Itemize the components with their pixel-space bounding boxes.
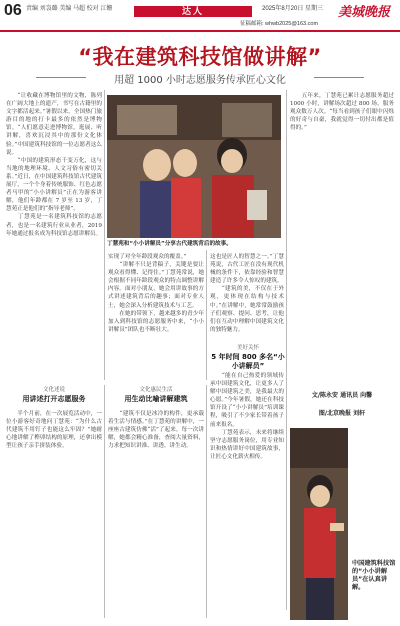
header-rule bbox=[0, 30, 400, 32]
section-2-kicker: 文化惠民生活 bbox=[139, 387, 173, 393]
byline-photographer: 图/北京晚报 刘轩 bbox=[318, 410, 366, 417]
editor-email: 征稿邮箱: whwb2025@163.com bbox=[240, 21, 319, 27]
photo-guide-with-children bbox=[107, 95, 281, 238]
section-2-title: 用生动比喻讲解建筑 bbox=[124, 395, 188, 403]
staff-credits: 责编 刘袅璐 美编 马超 校对 江姗 bbox=[26, 6, 113, 12]
section-3-kicker: 美好关怀 bbox=[236, 345, 259, 351]
column-6: 半个月前，在一次展览活动中，一位小游客好奇地问丁慧苑：“为什么古代建筑不用钉子也能这么牢固？”她耐心地讲解了榫卯结构的原理，还拿出模型让孩子亲手拼装体验。 bbox=[6, 411, 102, 450]
column-rule-1 bbox=[104, 90, 105, 380]
column-4: 五年来，丁慧苑已累计志愿服务超过 1000 小时，讲解场次超过 800 场，服务观众数万人次。“每当看到孩子们眼中闪烁的好奇与自豪，我就觉得一切付出都是值得的。” bbox=[290, 93, 396, 132]
masthead-logo: 美城晚报 bbox=[338, 5, 391, 20]
photo-illustration-2 bbox=[290, 428, 348, 620]
article-headline: “我在建筑科技馆做讲解” bbox=[78, 45, 322, 69]
section-3-title: 5 年时间 800 多名“小小讲解员” bbox=[211, 353, 285, 370]
page-number: 06 bbox=[4, 2, 22, 19]
column-2: 实现了对全年龄段观众的覆盖。” “讲解不只是背稿子，关键是要让观众看得懂、记得住。”丁慧苑常说，她会根据不同年龄段观众的特点调整讲解内容。面对小朋友，她会用讲故事的方式讲述建筑背后的趣事；面对专业人士，她会深入分析建筑技术与工艺。 在她的带领下，越来越多的青少年加入到科技馆的志愿服务中来，“小小讲解员”团队也不断壮大。 bbox=[108, 254, 204, 333]
byline-author: 文/陈永安 通讯员 向馨 bbox=[311, 392, 373, 399]
column-5: “能在自己热爱的领域传承中国建筑文化，让更多人了解中国建筑之美，是我最大的心愿。”今年暑假，她还在科技馆开设了“小小讲解员”培训课程，吸引了不少家长带着孩子前来报名。 丁慧苑表示，未来将继续坚守志愿服务岗位，用专业知识和热情讲好中国建筑故事，让匠心文化薪火相传。 bbox=[210, 373, 284, 460]
page-header bbox=[0, 0, 400, 31]
column-rule-3 bbox=[286, 90, 287, 610]
column-rule-4 bbox=[104, 385, 105, 618]
column-rule-5 bbox=[206, 385, 207, 618]
photo-illustration bbox=[107, 95, 281, 238]
top-photo-caption: 丁慧苑和“小小讲解员”分享古代建筑背后的故事。 bbox=[107, 241, 232, 247]
column-rule-2 bbox=[206, 250, 207, 380]
section-banner bbox=[134, 6, 252, 17]
column-1: “让收藏在博物馆里的文物，陈列在广阔大地上的遗产，书写在古籍里的文字都活起来。”暑假以来，全国热门旅游目的地的打卡最多的依然是博物馆。“人们愿意走进博物馆，逛展、听讲解，喜欢沉浸其中的那份文化体验。”中国建筑科技馆的一位志愿者这么说。 “中国的建筑形态千变万化，这与当地的地理环境、人文习俗有密切关系。”近日，在中国建筑科技馆古代建筑展厅，一个个身着传统服饰、红色志愿者马甲的“小小讲解员”正在为游客讲解，他们年龄都在 7 岁至 13 岁，丁慧苑正是他们的“指导老师”。 丁慧苑是一名建筑科技馆的志愿者，也是一名建筑行业从业者，2019 年她通过报名成为科技馆志愿讲解员。 bbox=[6, 93, 102, 237]
bottom-photo-caption: 中国建筑科技馆的“小小讲解员”在认真讲解。 bbox=[352, 560, 396, 591]
column-3: 这也是匠人的智慧之一。”丁慧苑说，古代工匠在没有现代机械的条件下，依靠经验和智慧建造了许多令人惊叹的建筑。 “建筑的美，不仅在于外观，更体现在结构与技术中。”在讲解中，她常常鼓励孩子们观察、提问、思考，让他们在互动中理解中国建筑文化的独特魅力。 bbox=[210, 254, 284, 333]
subtitle-rule-right bbox=[314, 77, 364, 78]
section-label: 达人 bbox=[181, 6, 204, 16]
section-1-title: 用讲述打开志愿服务 bbox=[22, 395, 86, 403]
section-1-kicker: 文化述说 bbox=[42, 387, 65, 393]
column-7: “建筑不仅是冰冷的构件，更承载着生活与情感。”在丁慧苑的讲解中，一座座古建筑仿佛“活”了起来。每一次讲解，她都会精心准备，查阅大量资料，力求把知识讲准、讲透、讲生动。 bbox=[108, 411, 204, 450]
article-subtitle: 用超 1000 小时志愿服务传承匠心文化 bbox=[114, 75, 286, 86]
issue-date: 2025年8月20日 星期三 bbox=[262, 6, 324, 12]
photo-child-explaining bbox=[290, 428, 348, 620]
